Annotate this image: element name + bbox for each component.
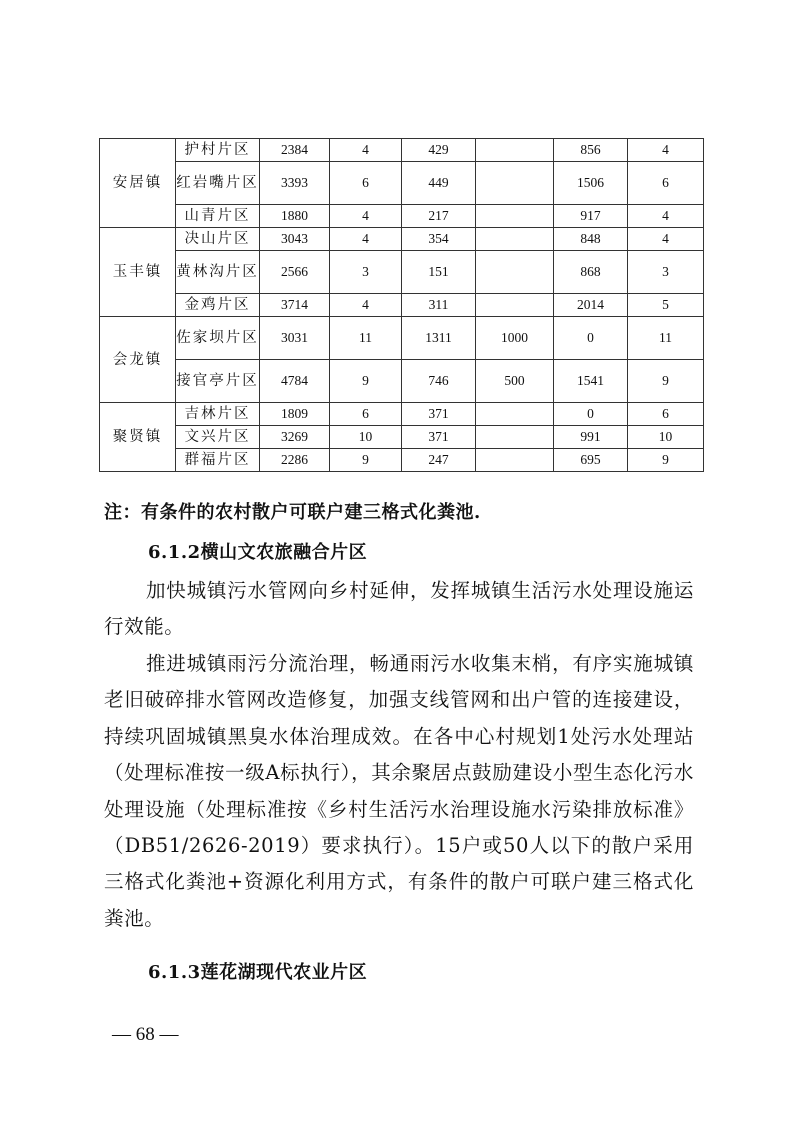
value-cell: 848 xyxy=(554,228,628,251)
value-cell xyxy=(476,205,554,228)
value-cell: 2566 xyxy=(260,251,330,294)
value-cell: 1506 xyxy=(554,162,628,205)
value-cell: 217 xyxy=(402,205,476,228)
value-cell: 3269 xyxy=(260,426,330,449)
value-cell: 4 xyxy=(628,228,704,251)
value-cell: 3714 xyxy=(260,294,330,317)
table-row xyxy=(100,251,704,294)
area-cell: 黄林沟片区 xyxy=(176,251,260,294)
village-sewage-table xyxy=(99,138,704,472)
value-cell xyxy=(476,251,554,294)
value-cell: 6 xyxy=(628,162,704,205)
value-cell: 9 xyxy=(330,360,402,403)
area-cell: 群福片区 xyxy=(176,449,260,472)
value-cell: 247 xyxy=(402,449,476,472)
table-row xyxy=(100,360,704,403)
value-cell: 4 xyxy=(330,205,402,228)
value-cell: 1880 xyxy=(260,205,330,228)
value-cell: 11 xyxy=(330,317,402,360)
value-cell: 3393 xyxy=(260,162,330,205)
value-cell: 4 xyxy=(628,205,704,228)
value-cell: 3 xyxy=(330,251,402,294)
value-cell: 10 xyxy=(628,426,704,449)
town-cell: 聚贤镇 xyxy=(100,403,176,472)
section-heading-6-1-2: 6.1.2横山文农旅融合片区 xyxy=(148,542,368,563)
value-cell: 6 xyxy=(330,403,402,426)
value-cell: 3043 xyxy=(260,228,330,251)
value-cell xyxy=(476,139,554,162)
value-cell: 746 xyxy=(402,360,476,403)
table-row xyxy=(100,426,704,449)
paragraph: 加快城镇污水管网向乡村延伸，发挥城镇生活污水处理设施运行效能。 xyxy=(104,579,694,639)
value-cell: 917 xyxy=(554,205,628,228)
value-cell xyxy=(476,162,554,205)
value-cell: 500 xyxy=(476,360,554,403)
value-cell xyxy=(476,403,554,426)
table-row xyxy=(100,205,704,228)
value-cell: 429 xyxy=(402,139,476,162)
value-cell: 2384 xyxy=(260,139,330,162)
value-cell: 4 xyxy=(330,294,402,317)
area-cell: 护村片区 xyxy=(176,139,260,162)
town-cell: 安居镇 xyxy=(100,139,176,228)
area-cell: 接官亭片区 xyxy=(176,360,260,403)
value-cell: 11 xyxy=(628,317,704,360)
area-cell: 佐家坝片区 xyxy=(176,317,260,360)
value-cell: 371 xyxy=(402,403,476,426)
value-cell: 9 xyxy=(628,360,704,403)
value-cell: 2014 xyxy=(554,294,628,317)
value-cell: 5 xyxy=(628,294,704,317)
table-row xyxy=(100,294,704,317)
value-cell: 354 xyxy=(402,228,476,251)
value-cell: 1311 xyxy=(402,317,476,360)
value-cell: 868 xyxy=(554,251,628,294)
value-cell: 449 xyxy=(402,162,476,205)
value-cell xyxy=(476,449,554,472)
value-cell: 311 xyxy=(402,294,476,317)
value-cell: 0 xyxy=(554,403,628,426)
table-row xyxy=(100,162,704,205)
area-cell: 红岩嘴片区 xyxy=(176,162,260,205)
table-row xyxy=(100,317,704,360)
town-cell: 会龙镇 xyxy=(100,317,176,403)
town-cell: 玉丰镇 xyxy=(100,228,176,317)
value-cell: 9 xyxy=(628,449,704,472)
value-cell xyxy=(476,294,554,317)
paragraph: 推进城镇雨污分流治理，畅通雨污水收集末梢，有序实施城镇老旧破碎排水管网改造修复，加强支线管网和出户管的连接建设，持续巩固城镇黑臭水体治理成效。在各中心村规划1处污水处理站（处理标准按一级A标执行），其余聚居点鼓励建设小型生态化污水处理设施（处理标准按《乡村生活污水治理设施水污染排放标准》（DB51/2626-2019）要求执行）。15户或50人以下的散户采用三格式化粪池+资源化利用方式，有条件的散户可联户建三格式化粪池。 xyxy=(104,652,694,930)
value-cell: 1541 xyxy=(554,360,628,403)
value-cell: 10 xyxy=(330,426,402,449)
value-cell: 151 xyxy=(402,251,476,294)
value-cell: 3031 xyxy=(260,317,330,360)
value-cell: 3 xyxy=(628,251,704,294)
value-cell: 4784 xyxy=(260,360,330,403)
value-cell: 856 xyxy=(554,139,628,162)
value-cell: 1000 xyxy=(476,317,554,360)
section-heading-6-1-3: 6.1.3莲花湖现代农业片区 xyxy=(148,962,368,983)
value-cell: 371 xyxy=(402,426,476,449)
value-cell xyxy=(476,426,554,449)
value-cell: 2286 xyxy=(260,449,330,472)
area-cell: 文兴片区 xyxy=(176,426,260,449)
value-cell xyxy=(476,228,554,251)
table-note: 注：有条件的农村散户可联户建三格式化粪池. xyxy=(104,502,481,523)
area-cell: 金鸡片区 xyxy=(176,294,260,317)
value-cell: 991 xyxy=(554,426,628,449)
value-cell: 9 xyxy=(330,449,402,472)
table-row xyxy=(100,139,704,162)
table-row xyxy=(100,449,704,472)
table-row xyxy=(100,403,704,426)
value-cell: 4 xyxy=(628,139,704,162)
table-row xyxy=(100,228,704,251)
value-cell: 6 xyxy=(628,403,704,426)
value-cell: 0 xyxy=(554,317,628,360)
value-cell: 4 xyxy=(330,228,402,251)
area-cell: 决山片区 xyxy=(176,228,260,251)
area-cell: 山青片区 xyxy=(176,205,260,228)
area-cell: 吉林片区 xyxy=(176,403,260,426)
value-cell: 1809 xyxy=(260,403,330,426)
value-cell: 695 xyxy=(554,449,628,472)
value-cell: 4 xyxy=(330,139,402,162)
page-number: — 68 — xyxy=(112,1024,179,1045)
value-cell: 6 xyxy=(330,162,402,205)
